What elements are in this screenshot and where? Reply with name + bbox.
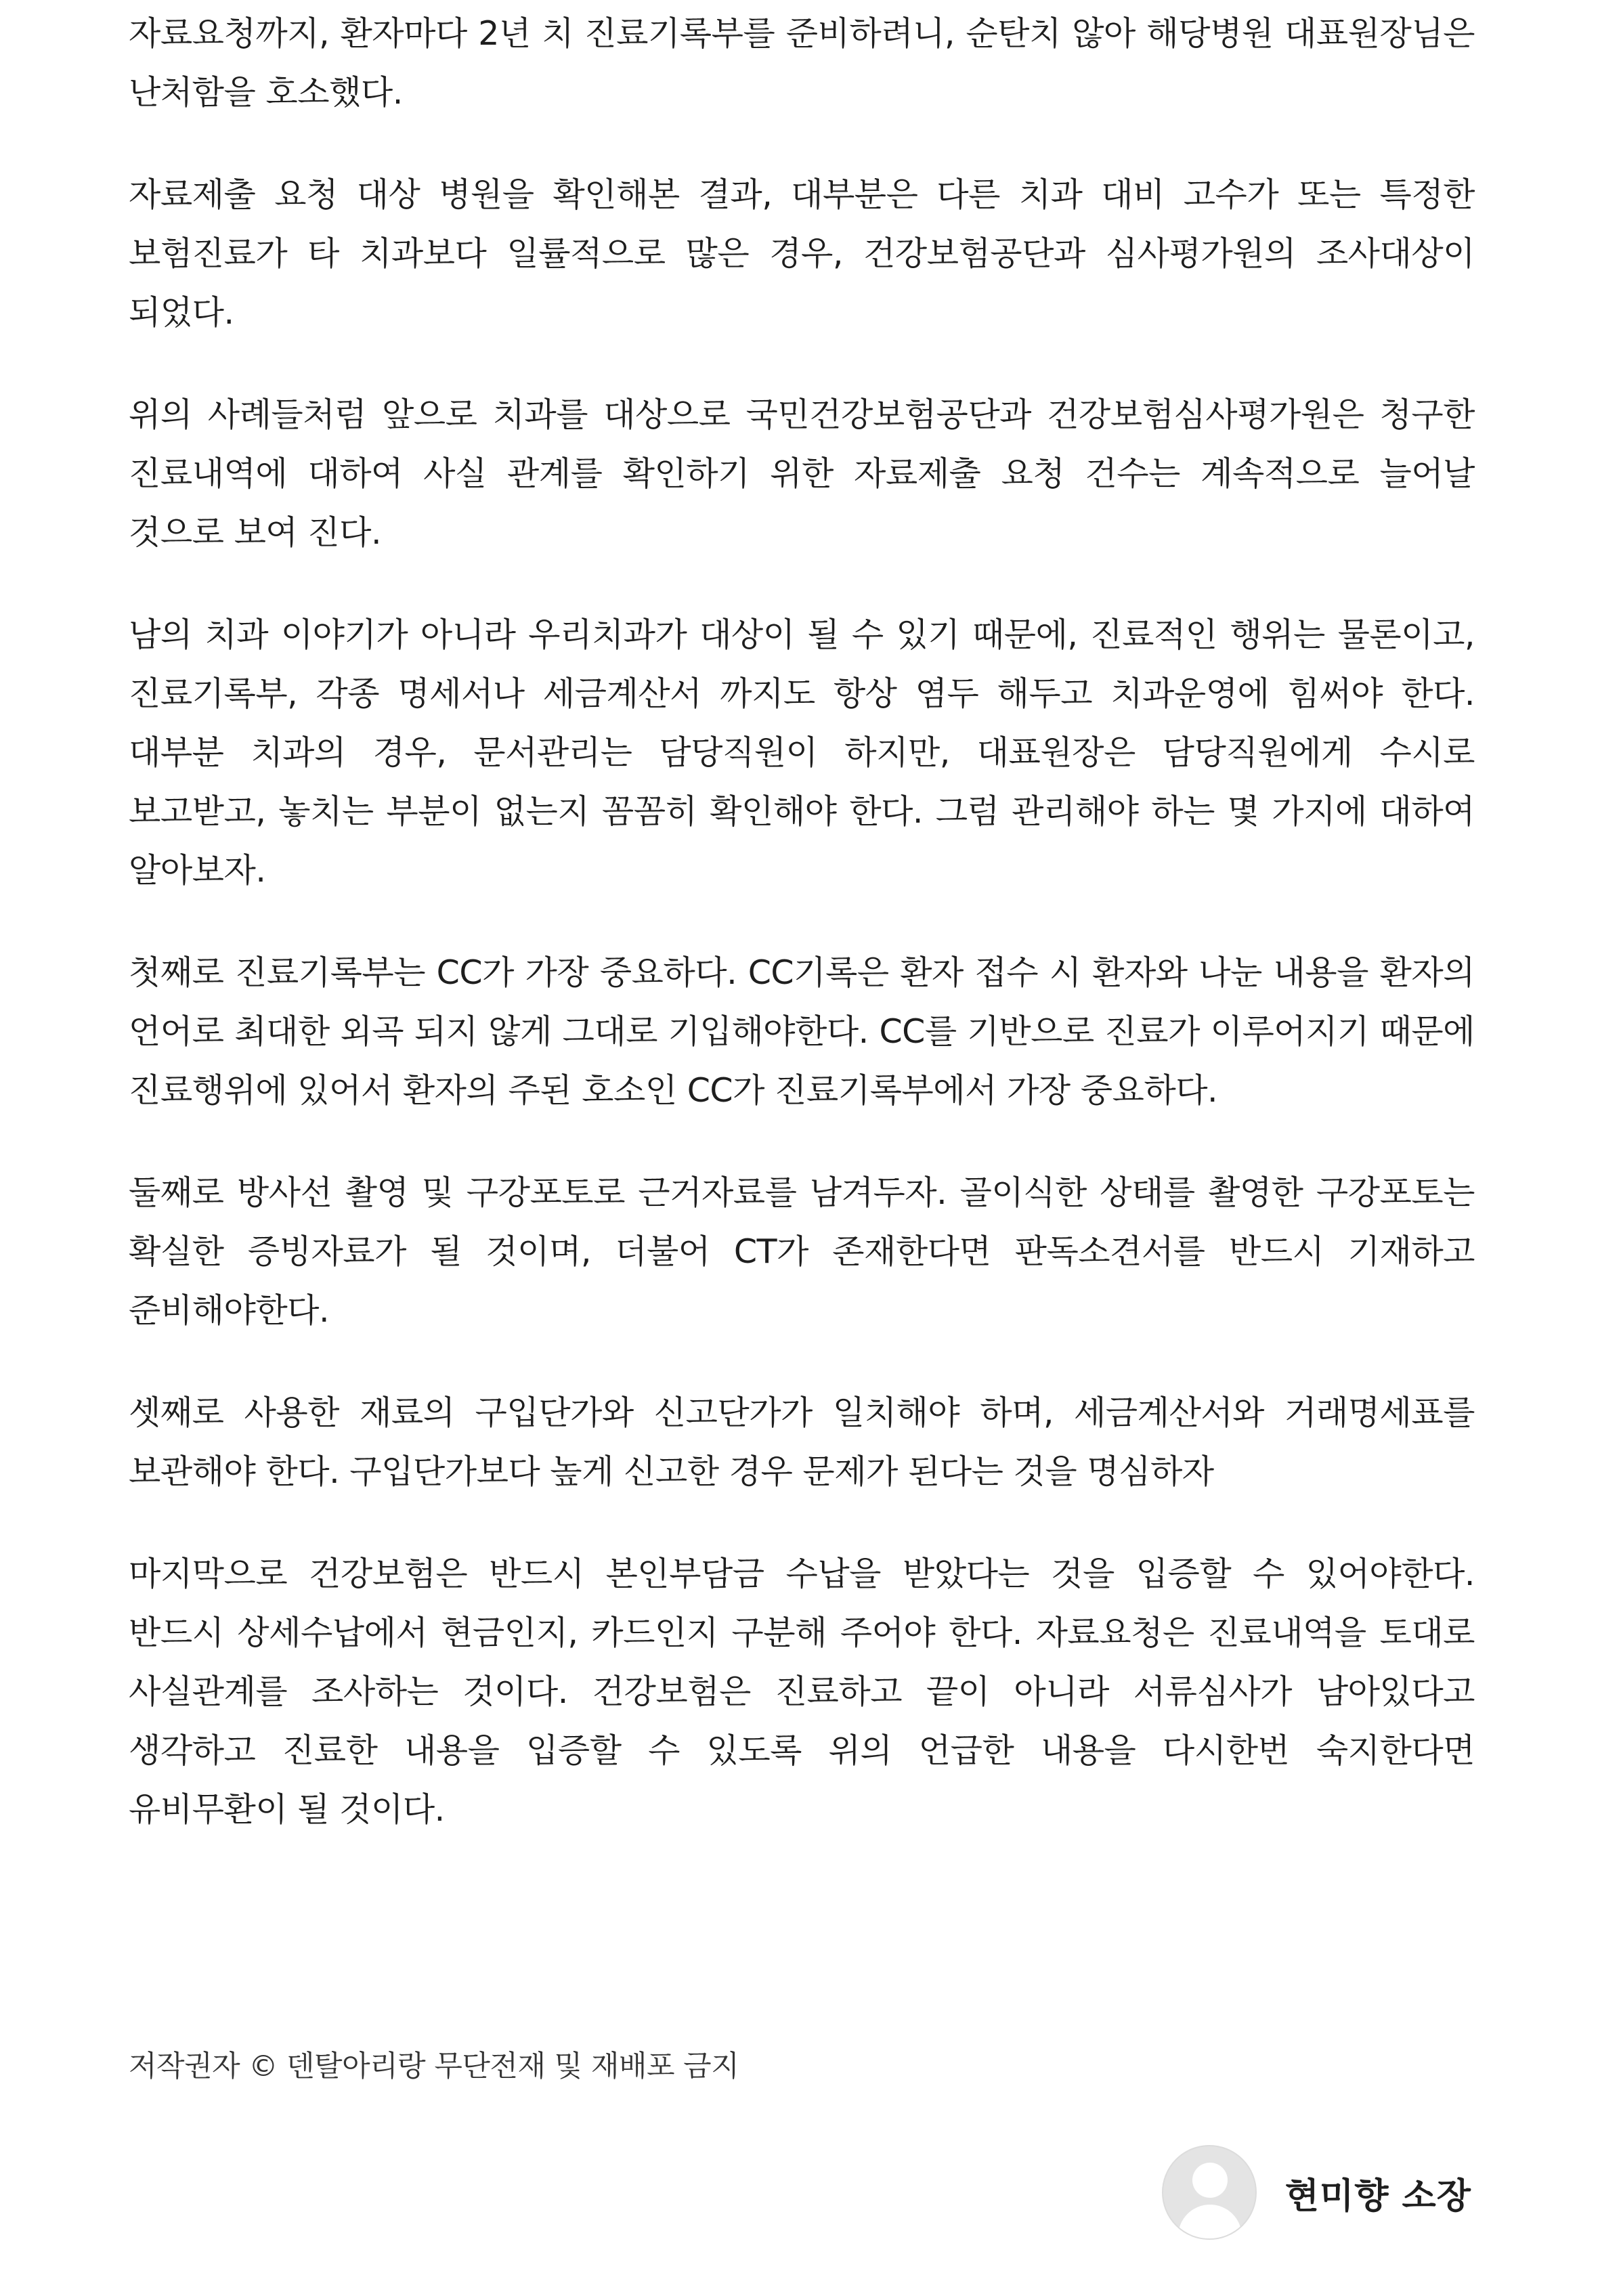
article-body (129, 4, 1475, 1882)
author-name: 현미향 소장 (1284, 2175, 1471, 2217)
avatar-body-shape (1178, 2205, 1242, 2240)
article-paragraph-3: 위의 사례들처럼 앞으로 치과를 대상으로 국민건강보험공단과 건강보험심사평가원은 청구한 진료내역에 대하여 사실 관계를 확인하기 위한 자료제출 요청 건수는 계속적으로 늘어날 것으로 보여 진다. (129, 395, 1475, 552)
article-paragraph-4: 남의 치과 이야기가 아니라 우리치과가 대상이 될 수 있기 때문에, 진료적인 행위는 물론이고, 진료기록부, 각종 명세서나 세금계산서 까지도 항상 염두 해두고 치과운영에 힘써야 한다. 대부분 치과의 경우, 문서관리는 담당직원이 하지만, 대표원장은 담당직원에게 수시로 보고받고, 놓치는 부분이 없는지 꼼꼼히 확인해야 한다. 그럼 관리해야 하는 몇 가지에 대하여 알아보자. (129, 615, 1475, 890)
author-byline (1162, 2145, 1471, 2240)
article-paragraph-6: 둘째로 방사선 촬영 및 구강포토로 근거자료를 남겨두자. 골이식한 상태를 촬영한 구강포토는 확실한 증빙자료가 될 것이며, 더불어 CT가 존재한다면 판독소견서를 반드시 기재하고 준비해야한다. (129, 1173, 1475, 1330)
article-paragraph-7: 셋째로 사용한 재료의 구입단가와 신고단가가 일치해야 하며, 세금계산서와 거래명세표를 보관해야 한다. 구입단가보다 높게 신고한 경우 문제가 된다는 것을 명심하자 (129, 1393, 1475, 1491)
article-paragraph-8: 마지막으로 건강보험은 반드시 본인부담금 수납을 받았다는 것을 입증할 수 있어야한다. 반드시 상세수납에서 현금인지, 카드인지 구분해 주어야 한다. 자료요청은 진료내역을 토대로 사실관계를 조사하는 것이다. 건강보험은 진료하고 끝이 아니라 서류심사가 남아있다고 생각하고 진료한 내용을 입증할 수 있도록 위의 언급한 내용을 다시한번 숙지한다면 유비무환이 될 것이다. (129, 1555, 1475, 1829)
article-paragraph-5: 첫째로 진료기록부는 CC가 가장 중요하다. CC기록은 환자 접수 시 환자와 나눈 내용을 환자의 언어로 최대한 외곡 되지 않게 그대로 기입해야한다. CC를 기반으로 진료가 이루어지기 때문에 진료행위에 있어서 환자의 주된 호소인 CC가 진료기록부에서 가장 중요하다. (129, 953, 1475, 1110)
article-paragraph-2: 자료제출 요청 대상 병원을 확인해본 결과, 대부분은 다른 치과 대비 고수가 또는 특정한 보험진료가 타 치과보다 일률적으로 많은 경우, 건강보험공단과 심사평가원의 조사대상이 되었다. (129, 175, 1475, 332)
default-user-avatar-icon (1162, 2145, 1257, 2240)
article-paragraph-1: 자료요청까지, 환자마다 2년 치 진료기록부를 준비하려니, 순탄치 않아 해당병원 대표원장님은 난처함을 호소했다. (129, 14, 1475, 112)
copyright-notice: 저작권자 © 덴탈아리랑 무단전재 및 재배포 금지 (129, 2050, 739, 2083)
avatar-head-shape (1192, 2163, 1228, 2198)
